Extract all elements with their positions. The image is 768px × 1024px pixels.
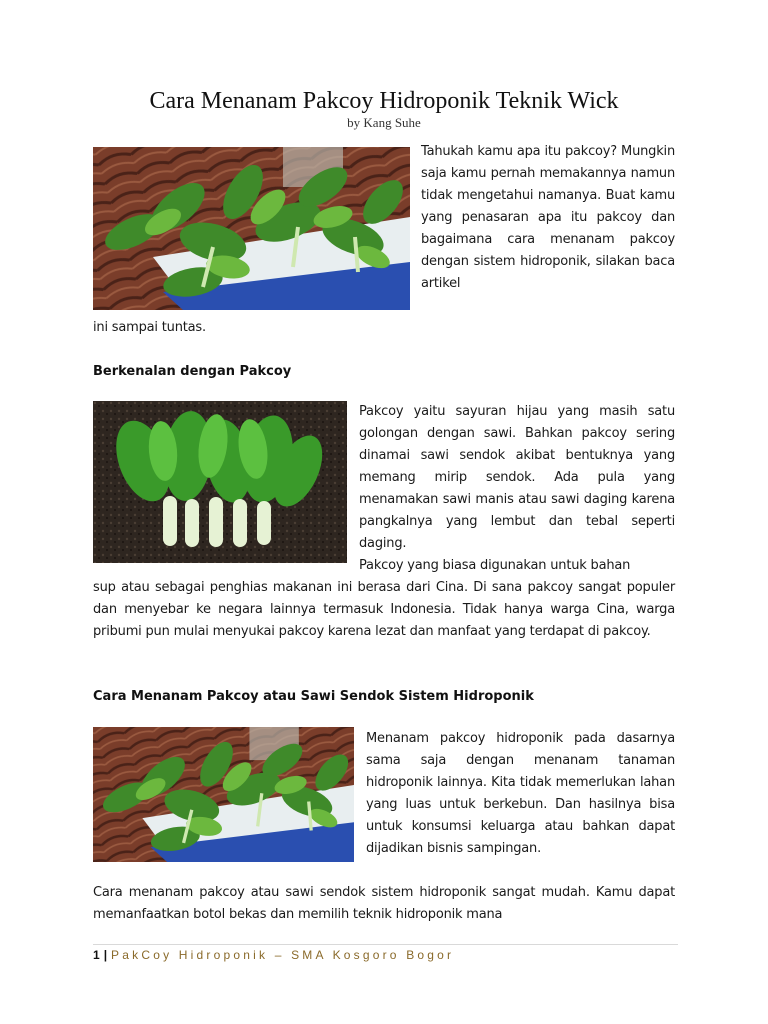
footer-divider (93, 944, 678, 945)
section-heading-berkenalan: Berkenalan dengan Pakcoy (93, 364, 292, 379)
footer-text: PakCoy Hidroponik – SMA Kosgoro Bogor (111, 948, 455, 962)
section1-para1: Pakcoy yaitu sayuran hijau yang masih satu golongan dengan sawi. Bahkan pakcoy sering dinamai sawi sendok akibat bentuknya yang memang mirip sendok. Ada pula yang menamakan sawi manis atau sawi daging karena pangkalnya yang lembut dan tebal seperti daging. (359, 404, 675, 551)
pakcoy-hydroponic-photo (93, 147, 410, 310)
section2-continued-text: Cara menanam pakcoy atau sawi sendok sistem hidroponik sangat mudah. Kamu dapat memanfaatkan botol bekas dan memilih teknik hidroponik mana (93, 885, 675, 922)
document-byline: by Kang Suhe (347, 115, 421, 130)
footer-page-number: 1 (93, 948, 100, 962)
pakcoy-soil-photo (93, 401, 347, 563)
pakcoy-hydroponic-photo-2 (93, 727, 354, 862)
section1-para2-rest: sup atau sebagai penghias makanan ini berasa dari Cina. Di sana pakcoy sangat populer dan menyebar ke negara lainnya termasuk Indonesia. Tidak hanya warga Cina, warga pribumi pun mulai menyukai pakcoy karena lezat dan manfaat yang terdapat di pakcoy. (93, 580, 675, 639)
section1-para2-first-line: Pakcoy yang biasa digunakan untuk bahan (359, 558, 631, 573)
document-title: Cara Menanam Pakcoy Hidroponik Teknik Wick (149, 88, 619, 114)
intro-side-text: Tahukah kamu apa itu pakcoy? Mungkin saja kamu pernah memakannya namun tidak mengetahui namanya. Buat kamu yang penasaran apa itu pakcoy dan bagaimana cara menanam pakcoy dengan sistem hidroponik, silakan baca artikel (421, 144, 675, 291)
intro-continued-text: ini sampai tuntas. (93, 320, 206, 335)
footer-separator: | (103, 948, 108, 962)
section-heading-cara-menanam: Cara Menanam Pakcoy atau Sawi Sendok Sistem Hidroponik (93, 689, 534, 704)
page-footer (93, 948, 454, 962)
section1-side-text (359, 401, 675, 577)
section2-side-text: Menanam pakcoy hidroponik pada dasarnya sama saja dengan menanam tanaman hidroponik lainnya. Kita tidak memerlukan lahan yang luas untuk berkebun. Dan hasilnya bisa untuk konsumsi keluarga atau bahkan dapat dijadikan bisnis sampingan. (366, 731, 675, 856)
